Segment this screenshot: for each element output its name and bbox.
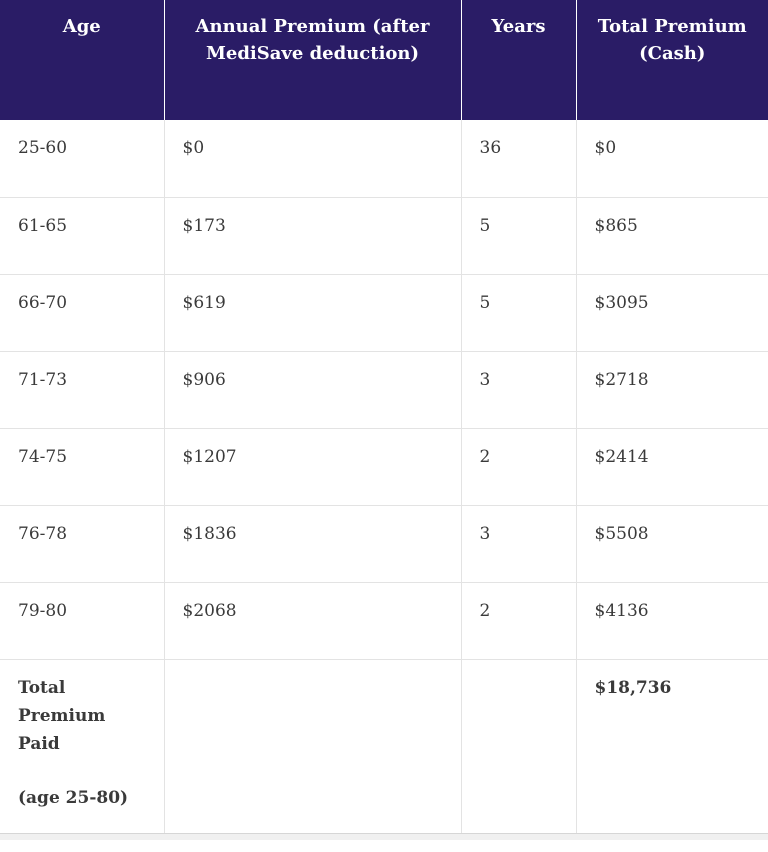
table-row <box>0 428 768 505</box>
cell-annual-premium: $619 <box>164 274 461 351</box>
cell-total-premium: $4136 <box>576 582 768 659</box>
table-row <box>0 505 768 582</box>
cell-age: 76-78 <box>0 505 164 582</box>
total-age-range: (age 25-80) <box>18 787 129 808</box>
total-years-cell <box>461 659 576 833</box>
cell-annual-premium: $2068 <box>164 582 461 659</box>
table-body <box>0 120 768 833</box>
table-row <box>0 274 768 351</box>
cell-annual-premium: $173 <box>164 197 461 274</box>
cell-years: 3 <box>461 505 576 582</box>
cell-annual-premium: $0 <box>164 120 461 197</box>
table-row <box>0 197 768 274</box>
cell-annual-premium: $906 <box>164 351 461 428</box>
cell-age: 71-73 <box>0 351 164 428</box>
cell-years: 3 <box>461 351 576 428</box>
cell-total-premium: $2718 <box>576 351 768 428</box>
header-age: Age <box>0 0 164 120</box>
cell-total-premium: $3095 <box>576 274 768 351</box>
cell-years: 2 <box>461 428 576 505</box>
table-header <box>0 0 768 120</box>
table-row <box>0 351 768 428</box>
bottom-divider <box>0 834 768 840</box>
cell-total-premium: $0 <box>576 120 768 197</box>
table-row <box>0 120 768 197</box>
cell-age: 25-60 <box>0 120 164 197</box>
cell-years: 5 <box>461 197 576 274</box>
total-label-cell <box>0 659 164 833</box>
total-annual-cell <box>164 659 461 833</box>
header-total-premium: Total Premium (Cash) <box>576 0 768 120</box>
table-row <box>0 582 768 659</box>
cell-years: 5 <box>461 274 576 351</box>
header-row <box>0 0 768 120</box>
cell-annual-premium: $1207 <box>164 428 461 505</box>
cell-total-premium: $5508 <box>576 505 768 582</box>
total-label: Total Premium Paid <box>18 677 106 754</box>
total-premium-value: $18,736 <box>576 659 768 833</box>
cell-total-premium: $2414 <box>576 428 768 505</box>
cell-years: 2 <box>461 582 576 659</box>
cell-age: 66-70 <box>0 274 164 351</box>
cell-age: 74-75 <box>0 428 164 505</box>
total-row <box>0 659 768 833</box>
header-annual-premium: Annual Premium (after MediSave deduction) <box>164 0 461 120</box>
cell-total-premium: $865 <box>576 197 768 274</box>
cell-years: 36 <box>461 120 576 197</box>
cell-annual-premium: $1836 <box>164 505 461 582</box>
cell-age: 79-80 <box>0 582 164 659</box>
header-years: Years <box>461 0 576 120</box>
cell-age: 61-65 <box>0 197 164 274</box>
